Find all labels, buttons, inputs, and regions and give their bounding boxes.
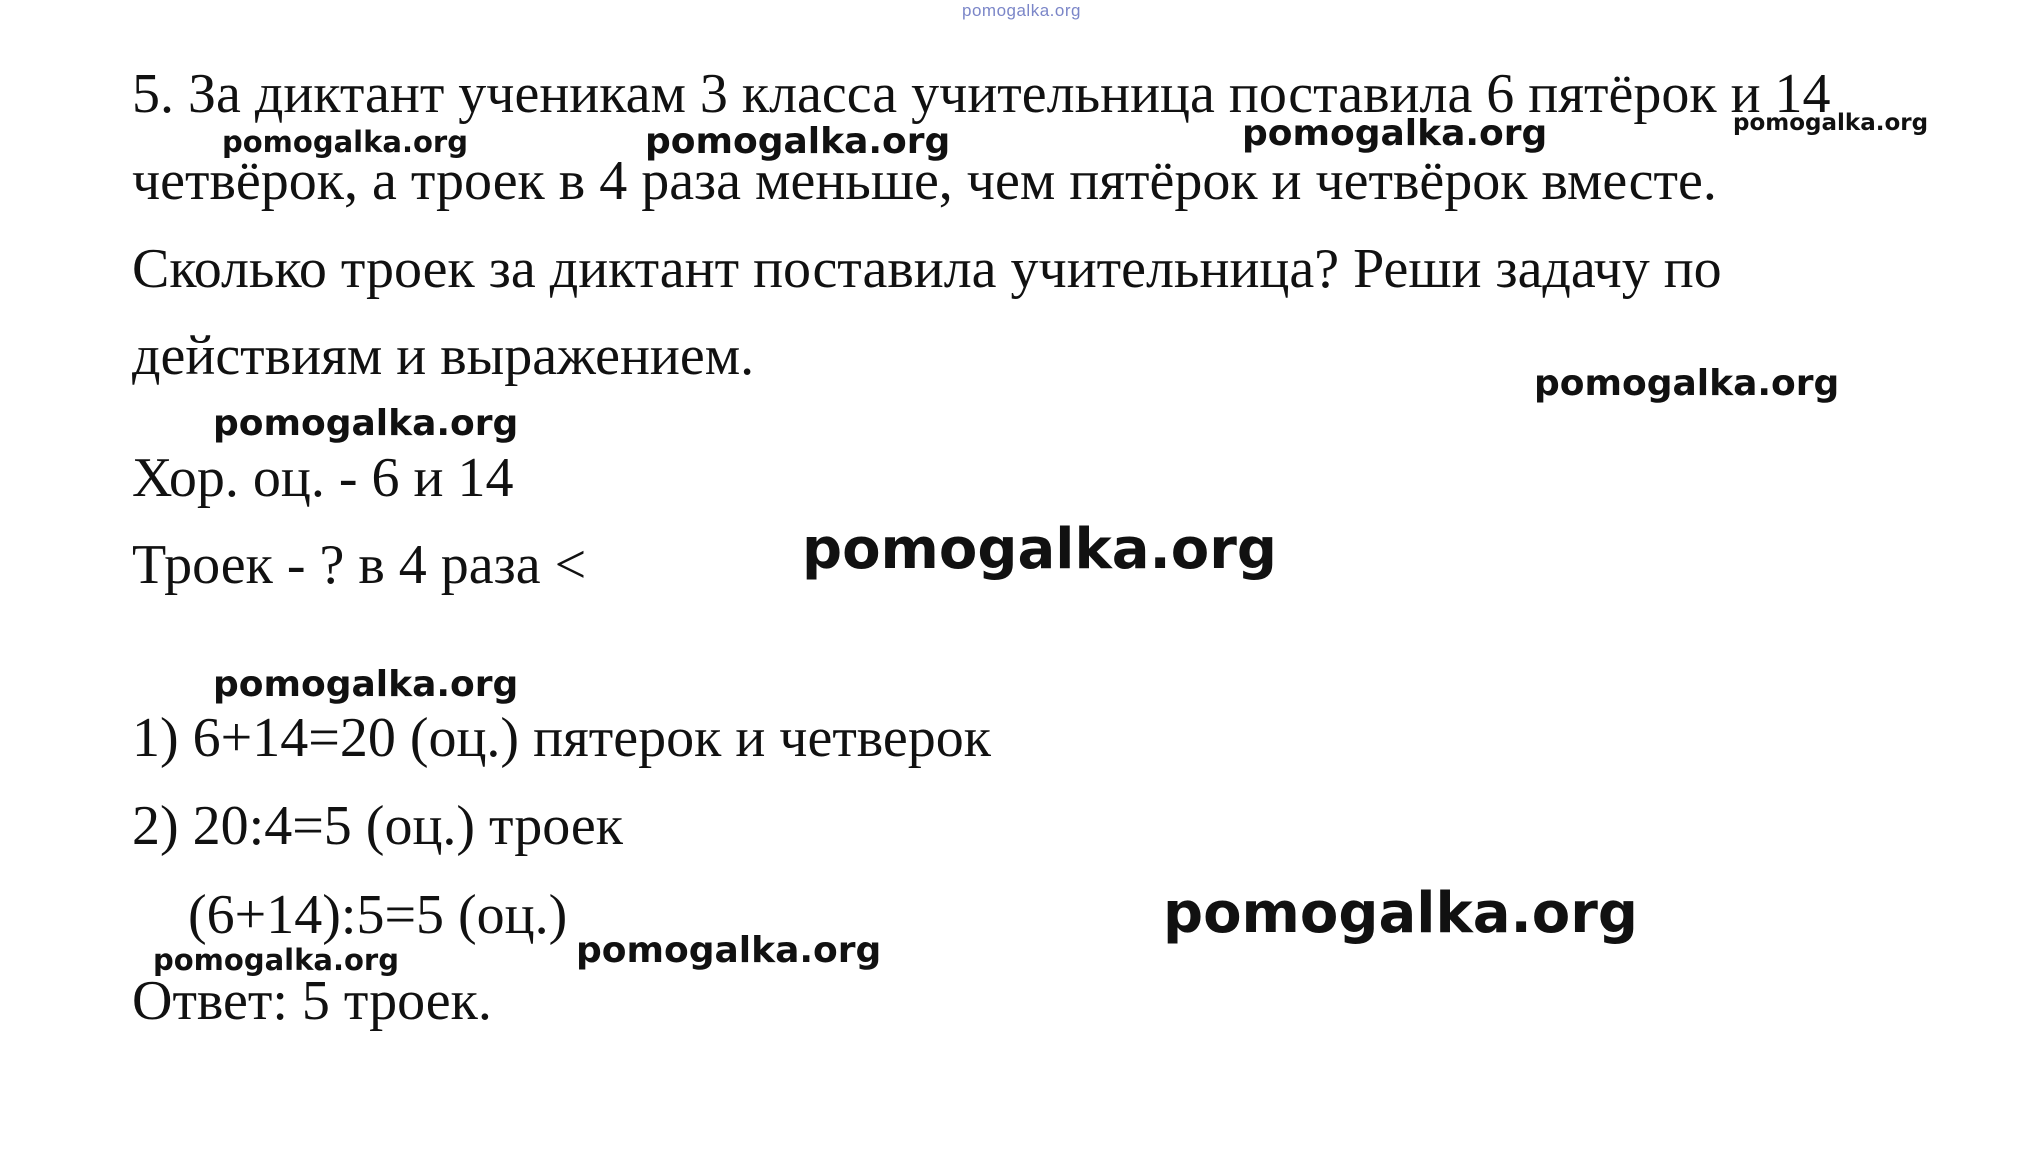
watermark: pomogalka.org <box>1163 881 1638 946</box>
watermark: pomogalka.org <box>222 125 468 159</box>
watermark: pomogalka.org <box>213 403 519 444</box>
watermark: pomogalka.org <box>1534 363 1840 404</box>
watermark: pomogalka.org <box>802 517 1277 582</box>
solution-expression: (6+14):5=5 (оц.) <box>188 884 568 946</box>
watermark: pomogalka.org <box>1242 113 1548 154</box>
watermark: pomogalka.org <box>213 664 519 705</box>
problem-line-1: 5. За диктант ученикам 3 класса учительница поставила 6 пятёрок и 14 <box>132 63 1831 125</box>
condition-line-1: Хор. оц. - 6 и 14 <box>132 447 514 509</box>
watermark: pomogalka.org <box>645 121 951 162</box>
solution-step-2: 2) 20:4=5 (оц.) троек <box>132 795 623 857</box>
watermark: pomogalka.org <box>153 943 399 977</box>
solution-step-1: 1) 6+14=20 (оц.) пятерок и четверок <box>132 707 991 769</box>
problem-line-3: Сколько троек за диктант поставила учительница? Реши задачу по <box>132 238 1722 300</box>
watermark-top: pomogalka.org <box>962 1 1081 20</box>
answer: Ответ: 5 троек. <box>132 970 492 1032</box>
watermark: pomogalka.org <box>576 930 882 971</box>
condition-line-2: Троек - ? в 4 раза < <box>132 534 587 596</box>
problem-line-4: действиям и выражением. <box>132 325 755 387</box>
watermark: pomogalka.org <box>1733 110 1929 136</box>
problem-line-2: четвёрок, а троек в 4 раза меньше, чем пятёрок и четвёрок вместе. <box>132 150 1717 212</box>
